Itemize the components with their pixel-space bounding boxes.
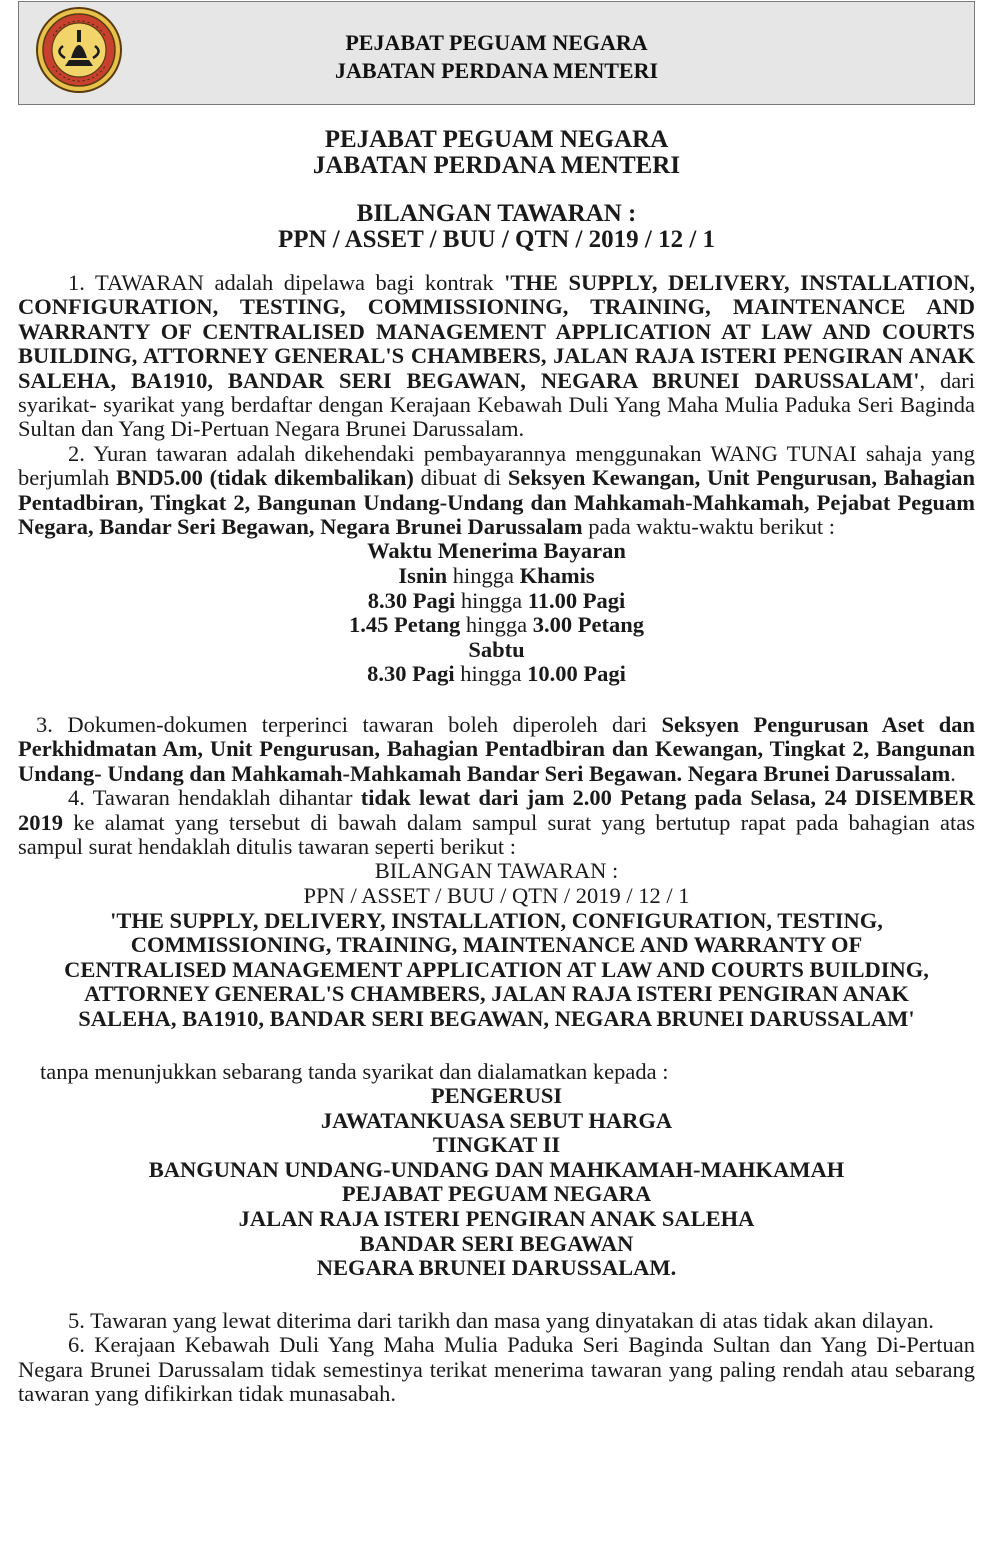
header-line-2: JABATAN PERDANA MENTERI: [334, 58, 659, 83]
header-titles: [19, 29, 974, 85]
p2-lead: 2. Yuran tawaran adalah dikehendaki pembayarannya menggunakan WANG TUNAI sahaja yang berjumlah: [18, 440, 975, 491]
schedule-saturday: Sabtu: [468, 636, 525, 662]
p3-lead: 3. Dokumen-dokumen terperinci tawaran boleh diperoleh dari: [36, 712, 662, 738]
p2-place: Seksyen Kewangan, Unit Pengurusan, Bahagian Pentadbiran, Tingkat 2, Bangunan Undang-Undang dan Mahkamah-Mahkamah, Pejabat Peguam Negara, Bandar Seri Begawan, Negara Brunei Darussalam: [18, 465, 975, 540]
address-line: BANDAR SERI BEGAWAN: [359, 1230, 634, 1256]
header-banner: [18, 1, 975, 105]
paragraph-3: [18, 713, 975, 786]
paragraph-4: [18, 786, 975, 859]
schedule-heading: Waktu Menerima Bayaran: [367, 538, 626, 564]
p4-tail: ke alamat yang tersebut di bawah dalam sampul surat yang bertutup rapat pada bahagian atas sampul surat hendaklah ditulis tawaran seperti berikut :: [18, 809, 975, 860]
paragraph-1: [18, 271, 975, 442]
address-line: JALAN RAJA ISTERI PENGIRAN ANAK SALEHA: [238, 1206, 755, 1231]
envelope-contract-title: 'THE SUPPLY, DELIVERY, INSTALLATION, CONFIGURATION, TESTING, COMMISSIONING, TRAINING, MAINTENANCE AND WARRANTY OF CENTRALISED MANAGEMENT APPLICATION AT LAW AND COURTS BUILDING, ATTORNEY GENERAL'S CHAMBERS, JALAN RAJA ISTERI PENGIRAN ANAK SALEHA, BA1910, BANDAR SERI BEGAWAN, NEGARA BRUNEI DARUSSALAM': [64, 907, 929, 1032]
notice-title-2: JABATAN PERDANA MENTERI: [312, 152, 681, 179]
address-intro: tanpa menunjukkan sebarang tanda syarikat dan dialamatkan kepada :: [40, 1058, 669, 1084]
address-line: BANGUNAN UNDANG-UNDANG DAN MAHKAMAH-MAHKAMAH: [148, 1156, 845, 1182]
address-line: NEGARA BRUNEI DARUSSALAM.: [316, 1255, 677, 1281]
schedule-saturday-hours: 8.30 Pagi hingga 10.00 Pagi: [367, 661, 626, 687]
notice-title-1: PEJABAT PEGUAM NEGARA: [324, 126, 669, 153]
envelope-ref-number: PPN / ASSET / BUU / QTN / 2019 / 12 / 1: [303, 883, 690, 909]
p2-tail: pada waktu-waktu berikut :: [582, 514, 835, 540]
address-block: [18, 1084, 975, 1281]
notice-body: [18, 127, 975, 1406]
p4-deadline: tidak lewat dari jam 2.00 Petang pada Selasa, 24 DISEMBER 2019: [18, 785, 975, 835]
paragraph-5: 5. Tawaran yang lewat diterima dari tarikh dan masa yang dinyatakan di atas tidak akan dilayan.: [68, 1307, 934, 1333]
tender-ref-label: BILANGAN TAWARAN :: [356, 200, 637, 227]
address-line: PEJABAT PEGUAM NEGARA: [341, 1181, 652, 1207]
address-line: JAWATANKUASA SEBUT HARGA: [320, 1107, 673, 1133]
address-line: TINGKAT II: [432, 1132, 561, 1158]
p1-tail: , dari syarikat- syarikat yang berdaftar dengan Kerajaan Kebawah Duli Yang Maha Mulia Paduka Seri Baginda Sultan dan Yang Di-Pertuan Negara Brunei Darussalam.: [18, 367, 975, 442]
p1-lead: 1. TAWARAN adalah dipelawa bagi kontrak: [68, 270, 505, 295]
paragraph-6: 6. Kerajaan Kebawah Duli Yang Maha Mulia Paduka Seri Baginda Sultan dan Yang Di-Pertuan Negara Brunei Darussalam tidak semestinya terikat menerima tawaran yang paling rendah atau sebarang tawaran yang difikirkan tidak munasabah.: [18, 1332, 975, 1406]
address-line: PENGERUSI: [430, 1083, 563, 1109]
schedule-morning: 8.30 Pagi hingga 11.00 Pagi: [367, 587, 626, 613]
p3-tail: .: [950, 760, 956, 786]
schedule-weekdays: Isnin hingga Khamis: [398, 563, 595, 589]
paragraph-2: [18, 442, 975, 540]
tender-ref-number: PPN / ASSET / BUU / QTN / 2019 / 12 / 1: [277, 226, 716, 253]
p3-place: Seksyen Pengurusan Aset dan Perkhidmatan Am, Unit Pengurusan, Bahagian Pentadbiran dan Kewangan, Tingkat 2, Bangunan Undang- Undang dan Mahkamah-Mahkamah Bandar Seri Begawan. Negara Brunei Darussalam: [18, 712, 975, 786]
schedule-afternoon: 1.45 Petang hingga 3.00 Petang: [349, 612, 644, 638]
p2-fee: BND5.00 (tidak dikembalikan): [115, 465, 414, 491]
p2-mid: dibuat di: [413, 465, 508, 491]
envelope-label: [18, 859, 975, 908]
envelope-ref-label: BILANGAN TAWARAN :: [374, 858, 619, 884]
p1-contract: 'THE SUPPLY, DELIVERY, INSTALLATION, CONFIGURATION, TESTING, COMMISSIONING, TRAINING, MAINTENANCE AND WARRANTY OF CENTRALISED MANAGEMENT APPLICATION AT LAW AND COURTS BUILDING, ATTORNEY GENERAL'S CHAMBERS, JALAN RAJA ISTERI PENGIRAN ANAK SALEHA, BA1910, BANDAR SERI BEGAWAN, NEGARA BRUNEI DARUSSALAM': [18, 270, 975, 393]
p4-lead: 4. Tawaran hendaklah dihantar: [68, 785, 361, 811]
payment-schedule: [18, 539, 975, 687]
header-line-1: PEJABAT PEGUAM NEGARA: [345, 30, 648, 55]
